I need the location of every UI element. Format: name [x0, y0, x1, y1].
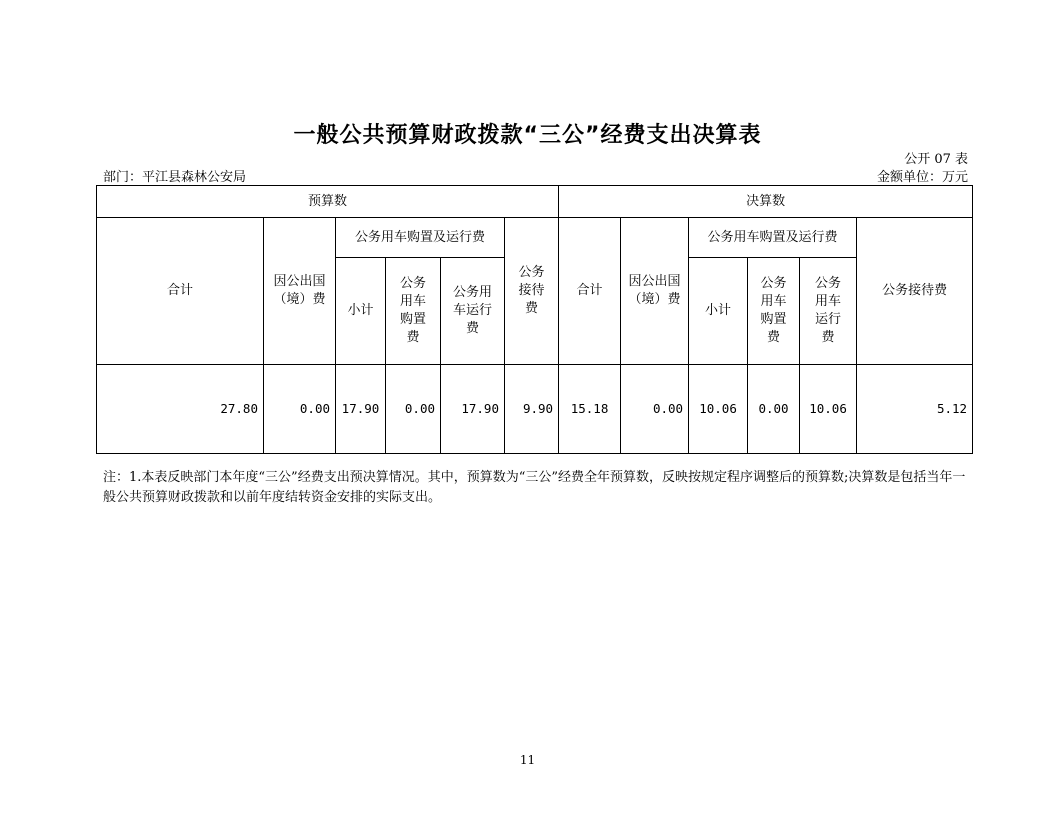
final-car-operation-header: 公务用车运行费: [800, 258, 857, 365]
unit-label: 金额单位：万元: [876, 170, 968, 185]
final-total-header: 合计: [559, 218, 621, 365]
page-title: 一般公共预算财政拨款“三公”经费支出决算表: [293, 123, 762, 148]
budget-total-value: 27.80: [97, 365, 264, 454]
budget-reception-value: 9.90: [505, 365, 559, 454]
budget-abroad-value: 0.00: [264, 365, 336, 454]
budget-car-group-header: 公务用车购置及运行费: [336, 218, 505, 258]
budget-reception-header: 公务接待费: [505, 218, 559, 365]
table-row: [97, 365, 973, 454]
budget-subtotal-header: 小计: [336, 258, 386, 365]
final-total-value: 15.18: [559, 365, 621, 454]
form-number: 公开 07 表: [904, 152, 968, 167]
budget-group-header: 预算数: [97, 186, 559, 218]
budget-car-purchase-header: 公务用车购置费: [386, 258, 441, 365]
budget-car-purchase-value: 0.00: [386, 365, 441, 454]
header-row-1: [97, 218, 973, 258]
final-car-purchase-value: 0.00: [748, 365, 800, 454]
budget-abroad-header: 因公出国（境）费: [264, 218, 336, 365]
final-car-group-header: 公务用车购置及运行费: [689, 218, 857, 258]
expenditure-table: [96, 185, 973, 454]
group-header-row: [97, 186, 973, 218]
final-reception-header: 公务接待费: [857, 218, 973, 365]
department-label: 部门：平江县森林公安局: [103, 170, 247, 185]
final-abroad-value: 0.00: [621, 365, 689, 454]
final-abroad-header: 因公出国（境）费: [621, 218, 689, 365]
final-car-operation-value: 10.06: [800, 365, 857, 454]
budget-total-header: 合计: [97, 218, 264, 365]
final-group-header: 决算数: [559, 186, 973, 218]
budget-car-operation-header: 公务用车运行费: [441, 258, 505, 365]
budget-car-operation-value: 17.90: [441, 365, 505, 454]
final-subtotal-value: 10.06: [689, 365, 748, 454]
final-subtotal-header: 小计: [689, 258, 748, 365]
budget-subtotal-value: 17.90: [336, 365, 386, 454]
final-reception-value: 5.12: [857, 365, 973, 454]
footnote: 注：1.本表反映部门本年度“三公”经费支出预决算情况。其中，预算数为“三公”经费全年预算数，反映按规定程序调整后的预算数;决算数是包括当年一般公共预算财政拨款和以前年度结转资金安排的实际支出。: [103, 470, 966, 505]
final-car-purchase-header: 公务用车购置费: [748, 258, 800, 365]
page-number: 11: [519, 753, 536, 767]
